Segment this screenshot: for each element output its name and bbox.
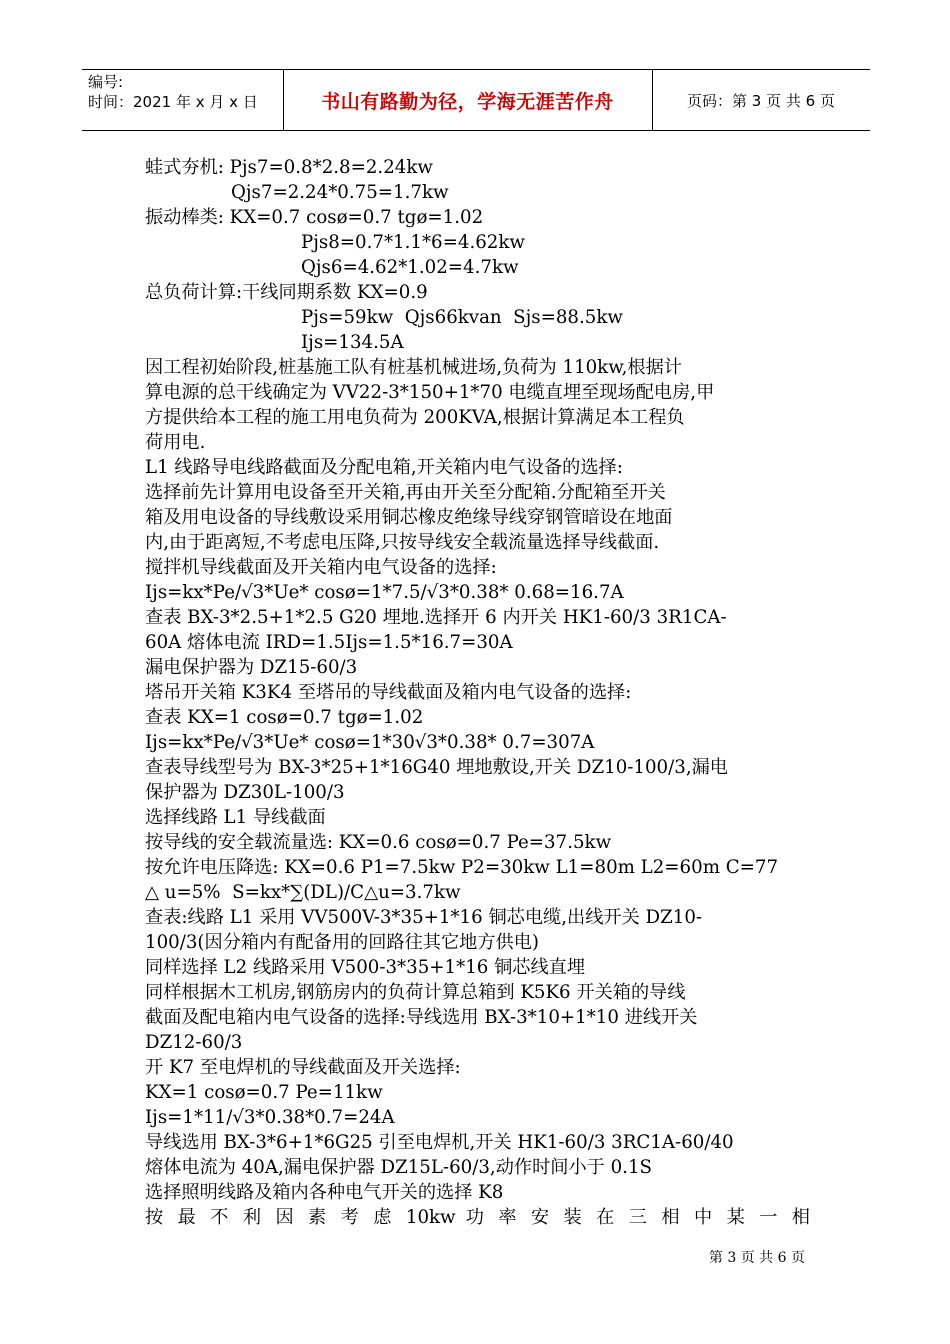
- text-line: Qjs6=4.62*1.02=4.7kw: [301, 257, 519, 278]
- text-line: 熔体电流为 40A,漏电保护器 DZ15L-60/3,动作时间小于 0.1S: [145, 1157, 652, 1178]
- header-meta: [88, 72, 283, 112]
- text-line: 箱及用电设备的导线敷设采用铜芯橡皮绝缘导线穿钢管暗设在地面: [145, 507, 673, 528]
- text-line: 截面及配电箱内电气设备的选择:导线选用 BX-3*10+1*10 进线开关: [145, 1007, 698, 1028]
- document-date: 时间：2021 年 x 月 x 日: [88, 93, 258, 111]
- text-line: 总负荷计算:干线同期系数 KX=0.9: [145, 282, 428, 303]
- text-line: 查表导线型号为 BX-3*25+1*16G40 埋地敷设,开关 DZ10-100/3,漏电: [145, 757, 728, 778]
- header-page-info: 页码：第 3 页 共 6 页: [687, 91, 835, 110]
- text-line: 开 K7 至电焊机的导线截面及开关选择:: [145, 1057, 461, 1078]
- text-line: 方提供给本工程的施工用电负荷为 200KVA,根据计算满足本工程负: [145, 407, 685, 428]
- text-line: 同样根据木工机房,钢筋房内的负荷计算总箱到 K5K6 开关箱的导线: [145, 982, 686, 1003]
- text-line: 选择线路 L1 导线截面: [145, 807, 326, 828]
- document-body: [145, 155, 810, 1230]
- text-line: Ijs=kx*Pe/√3*Ue* cosø=1*30√3*0.38* 0.7=307A: [145, 732, 595, 753]
- text-line: 按导线的安全载流量选: KX=0.6 cosø=0.7 Pe=37.5kw: [145, 832, 612, 853]
- text-line: 60A 熔体电流 IRD=1.5Ijs=1.5*16.7=30A: [145, 632, 513, 653]
- text-line: 导线选用 BX-3*6+1*6G25 引至电焊机,开关 HK1-60/3 3RC1A-60/40: [145, 1132, 734, 1153]
- text-line: 查表:线路 L1 采用 VV500V-3*35+1*16 铜芯电缆,出线开关 DZ10-: [145, 907, 703, 928]
- text-line: Ijs=1*11/√3*0.38*0.7=24A: [145, 1107, 395, 1128]
- text-line: △ u=5% S=kx*∑(DL)/C△u=3.7kw: [145, 882, 461, 903]
- text-line: 搅拌机导线截面及开关箱内电气设备的选择:: [145, 557, 497, 578]
- page-header: [82, 69, 870, 131]
- text-line: 选择前先计算用电设备至开关箱,再由开关至分配箱.分配箱至开关: [145, 482, 666, 503]
- text-line: Pjs=59kw Qjs66kvan Sjs=88.5kw: [301, 307, 623, 328]
- text-line: 100/3(因分箱内有配备用的回路往其它地方供电): [145, 932, 539, 953]
- text-line: 按允许电压降选: KX=0.6 P1=7.5kw P2=30kw L1=80m L2=60m C=77: [145, 857, 779, 878]
- text-line: Ijs=134.5A: [301, 332, 404, 353]
- header-motto: 书山有路勤为径，学海无涯苦作舟: [321, 90, 614, 113]
- text-line: L1 线路导电线路截面及分配电箱,开关箱内电气设备的选择:: [145, 457, 623, 478]
- page-footer: 第 3 页 共 6 页: [708, 1250, 805, 1266]
- text-line: 振动棒类: KX=0.7 cosø=0.7 tgø=1.02: [145, 207, 484, 228]
- text-line: DZ12-60/3: [145, 1032, 243, 1053]
- text-line: 保护器为 DZ30L-100/3: [145, 782, 345, 803]
- text-line: 蛙式夯机: Pjs7=0.8*2.8=2.24kw: [145, 157, 433, 178]
- text-line: Pjs8=0.7*1.1*6=4.62kw: [301, 232, 525, 253]
- text-line: 选择照明线路及箱内各种电气开关的选择 K8: [145, 1182, 504, 1203]
- text-line: 算电源的总干线确定为 VV22-3*150+1*70 电缆直埋至现场配电房,甲: [145, 382, 715, 403]
- document-number-label: 编号:: [88, 73, 124, 91]
- text-line: Ijs=kx*Pe/√3*Ue* cosø=1*7.5/√3*0.38* 0.68=16.7A: [145, 582, 624, 603]
- text-line: 因工程初始阶段,桩基施工队有桩基机械进场,负荷为 110kw,根据计: [145, 357, 682, 378]
- text-line: 漏电保护器为 DZ15-60/3: [145, 657, 358, 678]
- text-line: 同样选择 L2 线路采用 V500-3*35+1*16 铜芯线直埋: [145, 957, 586, 978]
- text-line: 内,由于距离短,不考虑电压降,只按导线安全载流量选择导线截面.: [145, 532, 660, 553]
- text-line: 塔吊开关箱 K3K4 至塔吊的导线截面及箱内电气设备的选择:: [145, 682, 632, 703]
- text-line: Qjs7=2.24*0.75=1.7kw: [231, 182, 449, 203]
- text-line: 查表 KX=1 cosø=0.7 tgø=1.02: [145, 707, 424, 728]
- text-line: 按 最 不 利 因 素 考 虑 10kw 功 率 安 装 在 三 相 中 某 一 相: [145, 1207, 810, 1228]
- text-line: 荷用电.: [145, 432, 206, 453]
- text-line: KX=1 cosø=0.7 Pe=11kw: [145, 1082, 383, 1103]
- text-line: 查表 BX-3*2.5+1*2.5 G20 埋地.选择开 6 内开关 HK1-60/3 3R1CA-: [145, 607, 727, 628]
